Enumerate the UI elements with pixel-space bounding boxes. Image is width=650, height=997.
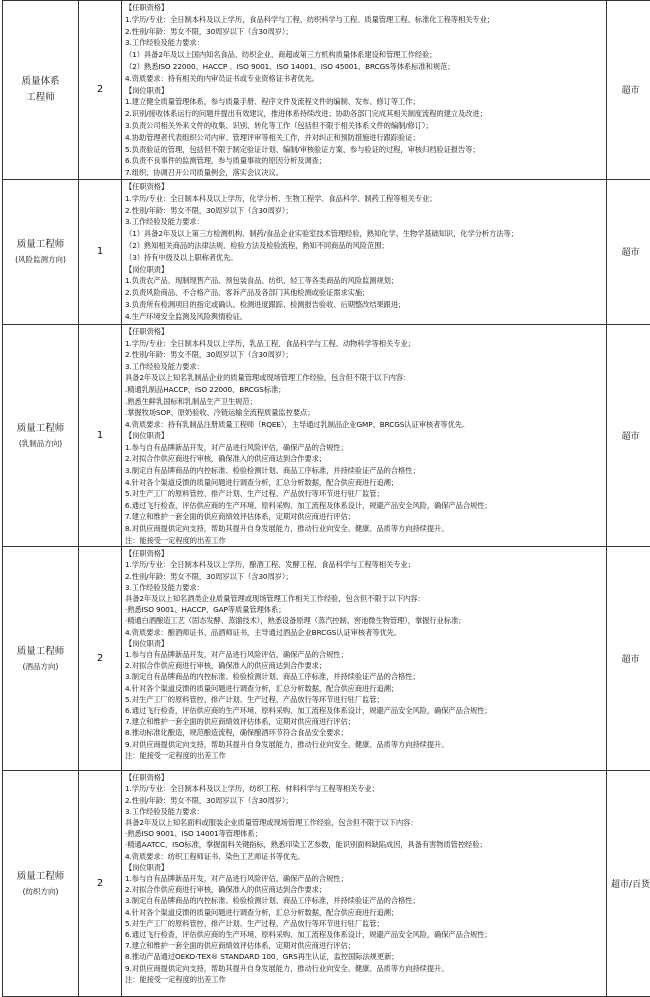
description-line: 8.推动产品通过OEKO-TEX® STANDARD 100、GRS再生认证，监控国际法规更新； bbox=[125, 951, 603, 962]
job-table-body bbox=[3, 1, 650, 997]
job-description bbox=[122, 771, 607, 997]
description-line: 3.制定自有品牌商品的内控标准、检验检测计划、商品工序标准，并持续验证产品的合格性； bbox=[125, 895, 603, 906]
description-line: 1.参与自有品牌新品开发，对产品进行风险评估，确保产品的合规性； bbox=[125, 442, 603, 454]
description-line: 6.通过飞行检查，评估供应商的生产环境、原料采购、加工流程及体系设计，规避产品安全风险，确保产品合规性； bbox=[125, 705, 603, 716]
job-description bbox=[122, 1, 607, 180]
description-line: 具备2年及以上知名面料或服装企业质量管理或现场管理工作经验，包含但不限于以下内容： bbox=[125, 817, 603, 828]
description-line: 1.学历/专业：全日制本科及以上学历，食品科学与工程、纺织科学与工程、质量管理工程、标准化工程等相关专业； bbox=[125, 14, 603, 26]
description-line: （2）熟知相关商品的法律法规、检验方法及检验流程，熟知不同商品的风险范围； bbox=[125, 240, 603, 252]
description-line: 【任职资格】 bbox=[125, 548, 603, 559]
description-line: 4.针对各个渠道反馈的质量问题进行调查分析，汇总分析数据，配合供应商进行追溯； bbox=[125, 477, 603, 489]
description-line: 具备2年及以上知名酒类企业质量管理或现场管理工作相关工作经验，包含但不限于以下内容： bbox=[125, 593, 603, 604]
description-line: 【任职资格】 bbox=[125, 326, 603, 338]
description-line: 3.工作经验及能力要求： bbox=[125, 37, 603, 49]
description-line: （1）具备2年及以上第三方检测机构、制药/食品企业实验室技术管理经验，熟知化学、生物学基础知识，化学分析方法等； bbox=[125, 228, 603, 240]
description-line: 1.学历/专业：全日制本科及以上学历，酿酒工程、发酵工程、食品科学与工程等相关专业； bbox=[125, 559, 603, 570]
description-line: 【任职资格】 bbox=[125, 2, 603, 14]
headcount: 2 bbox=[79, 771, 122, 997]
description-line: 【岗位职责】 bbox=[125, 85, 603, 97]
job-description bbox=[122, 179, 607, 324]
description-line: 2.性别/年龄：男女不限，30周岁以下（含30周岁）； bbox=[125, 205, 603, 217]
description-line: 1.参与自有品牌新品开发，对产品进行风险评估，确保产品的合规性； bbox=[125, 873, 603, 884]
description-line: 7.建立和维护一套全面的供应商绩效评估体系，定期对供应商进行评估； bbox=[125, 940, 603, 951]
description-line: 【任职资格】 bbox=[125, 772, 603, 783]
job-description bbox=[122, 547, 607, 771]
description-line: （3）持有中级及以上职称者优先。 bbox=[125, 252, 603, 264]
description-line: 3.工作经验及能力要求： bbox=[125, 806, 603, 817]
description-line: 2.性别/年龄：男女不限，30周岁以下（含30周岁）； bbox=[125, 795, 603, 806]
channel: 超市 bbox=[607, 324, 650, 546]
job-title: 质量工程师 bbox=[3, 237, 78, 253]
description-line: .熟悉生鲜乳国标和乳制品生产卫生规范； bbox=[125, 396, 603, 408]
description-line: 3.负责公司相关外来文件的收集、识别、转化等工作（包括但不限于相关体系文件的编制/修订）； bbox=[125, 120, 603, 132]
job-row bbox=[3, 179, 650, 324]
description-line: 2.性别/年龄：男女不限，30周岁以下（含30周岁）； bbox=[125, 349, 603, 361]
description-line: 1.负责农产品、现制现售产品、预包装食品、纺织、轻工等各类商品的风险监测规划； bbox=[125, 275, 603, 287]
channel: 超市 bbox=[607, 1, 650, 180]
job-title-cell bbox=[3, 324, 79, 546]
description-line: 6.通过飞行检查，评估供应商的生产环境、原料采购、加工流程及体系设计，规避产品安全风险，确保产品合规性； bbox=[125, 929, 603, 940]
description-line: ·精通AATCC、ISO标准，掌握面料关键指标，熟悉印染工艺参数，能识别面料缺陷成因，具备有害物质管控经验； bbox=[125, 839, 603, 850]
description-line: 3.制定自有品牌商品的内控标准、检验检测计划、商品工序标准，并持续验证产品的合格性； bbox=[125, 671, 603, 682]
job-row bbox=[3, 547, 650, 771]
description-line: 5.对生产工厂的原料管控、排产计划、生产过程、产品放行等环节进行驻厂监管； bbox=[125, 694, 603, 705]
job-title: 质量体系 bbox=[3, 74, 78, 90]
job-row bbox=[3, 324, 650, 546]
description-line: 2.对拟合作供应商进行审核，确保准入的供应商达到合作要求； bbox=[125, 884, 603, 895]
description-line: 8.对供应商提供定向支持，帮助其提升自身发展能力，推动行业向安全、健康、品质等方向持续提升。 bbox=[125, 523, 603, 535]
headcount: 2 bbox=[79, 547, 122, 771]
description-line: 【岗位职责】 bbox=[125, 430, 603, 442]
job-title-cell bbox=[3, 1, 79, 180]
description-line: .掌握牧场SOP、原奶验收、冷链运输全流程质量监控要点； bbox=[125, 407, 603, 419]
job-row bbox=[3, 1, 650, 180]
channel: 超市 bbox=[607, 547, 650, 771]
description-line: 2.性别/年龄：男女不限，30周岁以下（含30周岁）； bbox=[125, 571, 603, 582]
description-line: 7.建立和维护一套全面的供应商绩效评估体系，定期对供应商进行评估； bbox=[125, 716, 603, 727]
description-line: 注：能接受一定程度的出差工作 bbox=[125, 974, 603, 985]
description-line: 5.负责验证的管理，包括但不限于制定验证计划、编制/审核验证方案、参与验证的过程，审核归档验证报告等； bbox=[125, 144, 603, 156]
description-line: 2.负责风险商品、不合格产品、客诉产品及各部门其他检测或验证需求实施； bbox=[125, 287, 603, 299]
job-title: 质量工程师 bbox=[3, 644, 78, 660]
description-line: 注：能接受一定程度的出差工作 bbox=[125, 750, 603, 761]
description-line: 【任职资格】 bbox=[125, 181, 603, 193]
description-line: 具备2年及以上知名乳制品企业的质量管理或现场管理工作经验，包含但不限于以下内容： bbox=[125, 372, 603, 384]
job-subtitle: (纺织方向) bbox=[3, 885, 78, 898]
description-line: 1.学历/专业：全日制本科及以上学历，纺织工程、材料科学与工程等相关专业； bbox=[125, 783, 603, 794]
description-line: 5.对生产工厂的原料管控、排产计划、生产过程、产品放行等环节进行驻厂监管； bbox=[125, 918, 603, 929]
description-line: 6.负责不良事件的监测管理，参与质量事故的原因分析及调查； bbox=[125, 155, 603, 167]
description-line: （2）熟悉ISO 22000、HACCP 、ISO 9001、ISO 14001、ISO 45001、BRCGS等体系标准和规范； bbox=[125, 61, 603, 73]
description-line: 6.通过飞行检查，评估供应商的生产环境、原料采购、加工流程及体系设计，规避产品安全风险，确保产品合规性； bbox=[125, 500, 603, 512]
description-line: 3.工作经验及能力要求： bbox=[125, 216, 603, 228]
description-line: 4.资质要求：酿酒师证书、品酒师证书，主导通过酒品企业BRCGS认证审核者等优先。 bbox=[125, 627, 603, 638]
headcount: 1 bbox=[79, 324, 122, 546]
headcount: 2 bbox=[79, 1, 122, 180]
description-line: 9.对供应商提供定向支持，帮助其提升自身发展能力，推动行业向安全、健康、品质等方向持续提升。 bbox=[125, 739, 603, 750]
description-line: 3.工作经验及能力要求： bbox=[125, 582, 603, 593]
headcount: 1 bbox=[79, 179, 122, 324]
job-table bbox=[2, 0, 650, 997]
description-line: 4.资质要求：持有相关的内审员证书或专业资格证书者优先。 bbox=[125, 73, 603, 85]
job-subtitle: (风险监测方向) bbox=[3, 253, 78, 266]
description-line: 2.对拟合作供应商进行审核，确保准入的供应商达到合作要求； bbox=[125, 453, 603, 465]
description-line: 7.组织、协调召开公司质量例会，落实会议决议。 bbox=[125, 167, 603, 179]
job-subtitle: (乳制品方向) bbox=[3, 437, 78, 450]
job-title: 工程师 bbox=[3, 90, 78, 106]
description-line: 【岗位职责】 bbox=[125, 638, 603, 649]
description-line: 1.建立健全质量管理体系，参与质量手册、程序文件及流程文件的编制、发布、修订等工作； bbox=[125, 96, 603, 108]
description-line: 7.建立和维护一套全面的供应商绩效评估体系，定期对供应商进行评估； bbox=[125, 511, 603, 523]
description-line: 4.资质要求：纺织工程师证书、染色工艺师证书等优先。 bbox=[125, 851, 603, 862]
description-line: 1.学历/专业：全日制本科及以上学历，化学分析、生物工程学、食品科学、制药工程等相关专业； bbox=[125, 193, 603, 205]
job-description bbox=[122, 324, 607, 546]
description-line: 4.针对各个渠道反馈的质量问题进行调查分析，汇总分析数据，配合供应商进行追溯； bbox=[125, 907, 603, 918]
description-line: 5.对生产工厂的原料管控、排产计划、生产过程、产品放行等环节进行驻厂监管； bbox=[125, 488, 603, 500]
job-subtitle: (酒品方向) bbox=[3, 660, 78, 673]
description-line: 4.针对各个渠道反馈的质量问题进行调查分析，汇总分析数据，配合供应商进行追溯； bbox=[125, 683, 603, 694]
channel: 超市/百货 bbox=[607, 771, 650, 997]
description-line: 8.推动标准化酿造，规范酿造流程，确保酿酒环节符合食品安全要求； bbox=[125, 727, 603, 738]
description-line: 2.性别/年龄：男女不限，30周岁以下（含30周岁）； bbox=[125, 26, 603, 38]
description-line: 3.负责所有检测项目的指定或确认、检测进度跟踪、检测报告验收、后期整改结果跟进； bbox=[125, 299, 603, 311]
description-line: 4.协助管理者代表组织公司内审、管理评审等相关工作，并对纠正和预防措施进行跟踪验证； bbox=[125, 132, 603, 144]
description-line: 3.制定自有品牌商品的内控标准、检验检测计划、商品工序标准，并持续验证产品的合格性； bbox=[125, 465, 603, 477]
job-title: 质量工程师 bbox=[3, 421, 78, 437]
description-line: 【岗位职责】 bbox=[125, 264, 603, 276]
description-line: 【岗位职责】 bbox=[125, 862, 603, 873]
description-line: 3.工作经验及能力要求： bbox=[125, 361, 603, 373]
description-line: 9.对供应商提供定向支持，帮助其提升自身发展能力，推动行业向安全、健康、品质等方向持续提升。 bbox=[125, 963, 603, 974]
description-line: ·熟悉ISO 9001、ISO 14001等管理体系； bbox=[125, 828, 603, 839]
description-line: 注：能接受一定程度的出差工作 bbox=[125, 535, 603, 547]
description-line: ·熟悉ISO 9001、HACCP、GAP等质量管理体系； bbox=[125, 604, 603, 615]
description-line: 1.参与自有品牌新品开发，对产品进行风险评估，确保产品的合规性； bbox=[125, 649, 603, 660]
description-line: .精通乳制品HACCP、ISO 22000、BRCGS标准； bbox=[125, 384, 603, 396]
description-line: 2.对拟合作供应商进行审核，确保准入的供应商达到合作要求； bbox=[125, 660, 603, 671]
job-title-cell bbox=[3, 547, 79, 771]
channel: 超市 bbox=[607, 179, 650, 324]
description-line: ·精通白酒酿造工艺（固态发酵、蒸馏技术），熟悉设备原理（蒸汽控制、窖池微生物管理），掌握行业标准； bbox=[125, 615, 603, 626]
description-line: 2.识别/接收体系运行的问题并提出有效建议，推进体系持续改进；协助各部门完成其相关制度流程的建立及改进； bbox=[125, 108, 603, 120]
job-title: 质量工程师 bbox=[3, 869, 78, 885]
job-row bbox=[3, 771, 650, 997]
description-line: （1）具备2年及以上国内知名食品、纺织企业、商超或第三方机构质量体系建设和管理工作经验； bbox=[125, 49, 603, 61]
job-title-cell bbox=[3, 771, 79, 997]
description-line: 4.生产环境安全监测及风险舆情验证。 bbox=[125, 311, 603, 323]
job-title-cell bbox=[3, 179, 79, 324]
description-line: 1.学历/专业：全日制本科及以上学历，乳品工程、食品科学与工程、动物科学等相关专业； bbox=[125, 338, 603, 350]
description-line: 4.资质要求：持有乳制品注册质量工程师（RQEE），主导通过乳制品企业GMP、BRCGS认证审核者等优先。 bbox=[125, 419, 603, 431]
